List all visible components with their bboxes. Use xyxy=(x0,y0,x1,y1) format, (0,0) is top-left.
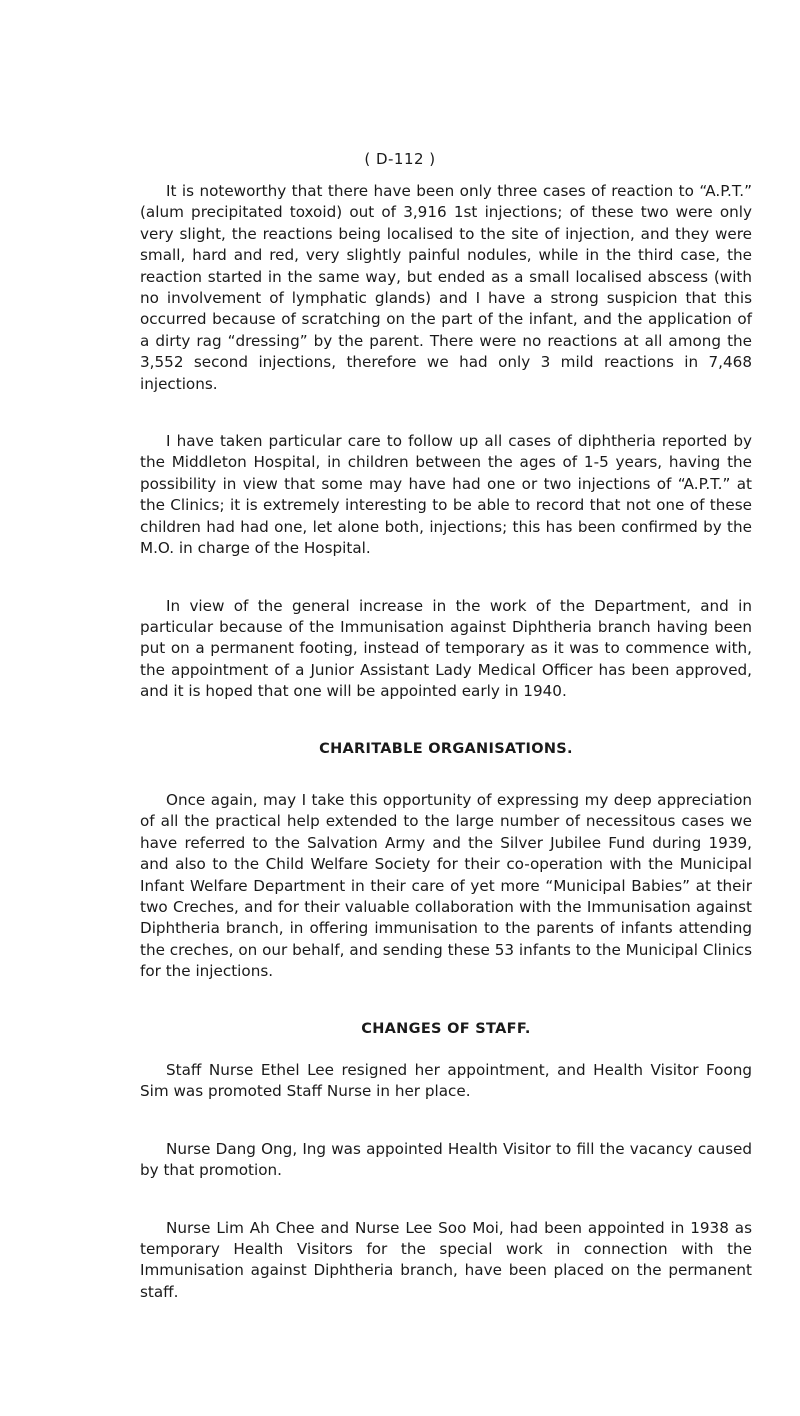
paragraph-diphtheria-cases: I have taken particular care to follow up all cases of diphtheria reported by the Middleton Hospital, in children between the ages of 1-5 years, having the possibility in view that some may have had one or two injections of “A.P.T.” at the Clinics; it is extremely interesting to be able to record that not one of these children had had one, let alone both, injections; this has been confirmed by the M.O. in charge of the Hospital. xyxy=(140,432,752,558)
paragraph-staff-resignation: Staff Nurse Ethel Lee resigned her appointment, and Health Visitor Foong Sim was promoted Staff Nurse in her place. xyxy=(140,1061,752,1101)
document-body xyxy=(140,181,752,1303)
paragraph-reactions: It is noteworthy that there have been only three cases of reaction to “A.P.T.” (alum precipitated toxoid) out of 3,916 1st injections; of these two were only very slight, the reactions being localised to the site of injection, and they were small, hard and red, very slightly painful nodules, while in the third case, the reaction started in the same way, but ended as a small localised abscess (with no involvement of lymphatic glands) and I have a strong suspicion that this occurred because of scratching on the part of the infant, and the application of a dirty rag “dressing” by the parent. There were no reactions at all among the 3,552 second injections, therefore we had only 3 mild reactions in 7,468 injections. xyxy=(140,182,752,393)
page-number: ( D-112 ) xyxy=(364,150,436,168)
heading-charitable-organisations: CHARITABLE ORGANISATIONS. xyxy=(319,740,573,757)
paragraph-staff-permanent: Nurse Lim Ah Chee and Nurse Lee Soo Moi, had been appointed in 1938 as temporary Health Visitors for the special work in connection with the Immunisation against Diphtheria branch, have been placed on the permanent staff. xyxy=(140,1218,752,1301)
paragraph-charitable: Once again, may I take this opportunity of expressing my deep appreciation of all the practical help extended to the large number of necessitous cases we have referred to the Salvation Army and the Silver Jubilee Fund during 1939, and also to the Child Welfare Society for their co-operation with the Municipal Infant Welfare Department in their care of yet more “Municipal Babies” at their two Creches, and for their valuable collaboration with the Immunisation against Diphtheria branch, in offering immunisation to the parents of infants attending the creches, on our behalf, and sending these 53 infants to the Municipal Clinics for the injections. xyxy=(140,790,752,981)
paragraph-staff-appointment: Nurse Dang Ong, Ing was appointed Health Visitor to fill the vacancy caused by that promotion. xyxy=(140,1139,752,1180)
paragraph-appointment: In view of the general increase in the work of the Department, and in particular because of the Immunisation against Diphtheria branch having been put on a permanent footing, instead of temporary as it was to commence with, the appointment of a Junior Assistant Lady Medical Officer has been approved, and it is hoped that one will be appointed early in 1940. xyxy=(140,596,752,701)
heading-changes-of-staff: CHANGES OF STAFF. xyxy=(361,1020,531,1037)
